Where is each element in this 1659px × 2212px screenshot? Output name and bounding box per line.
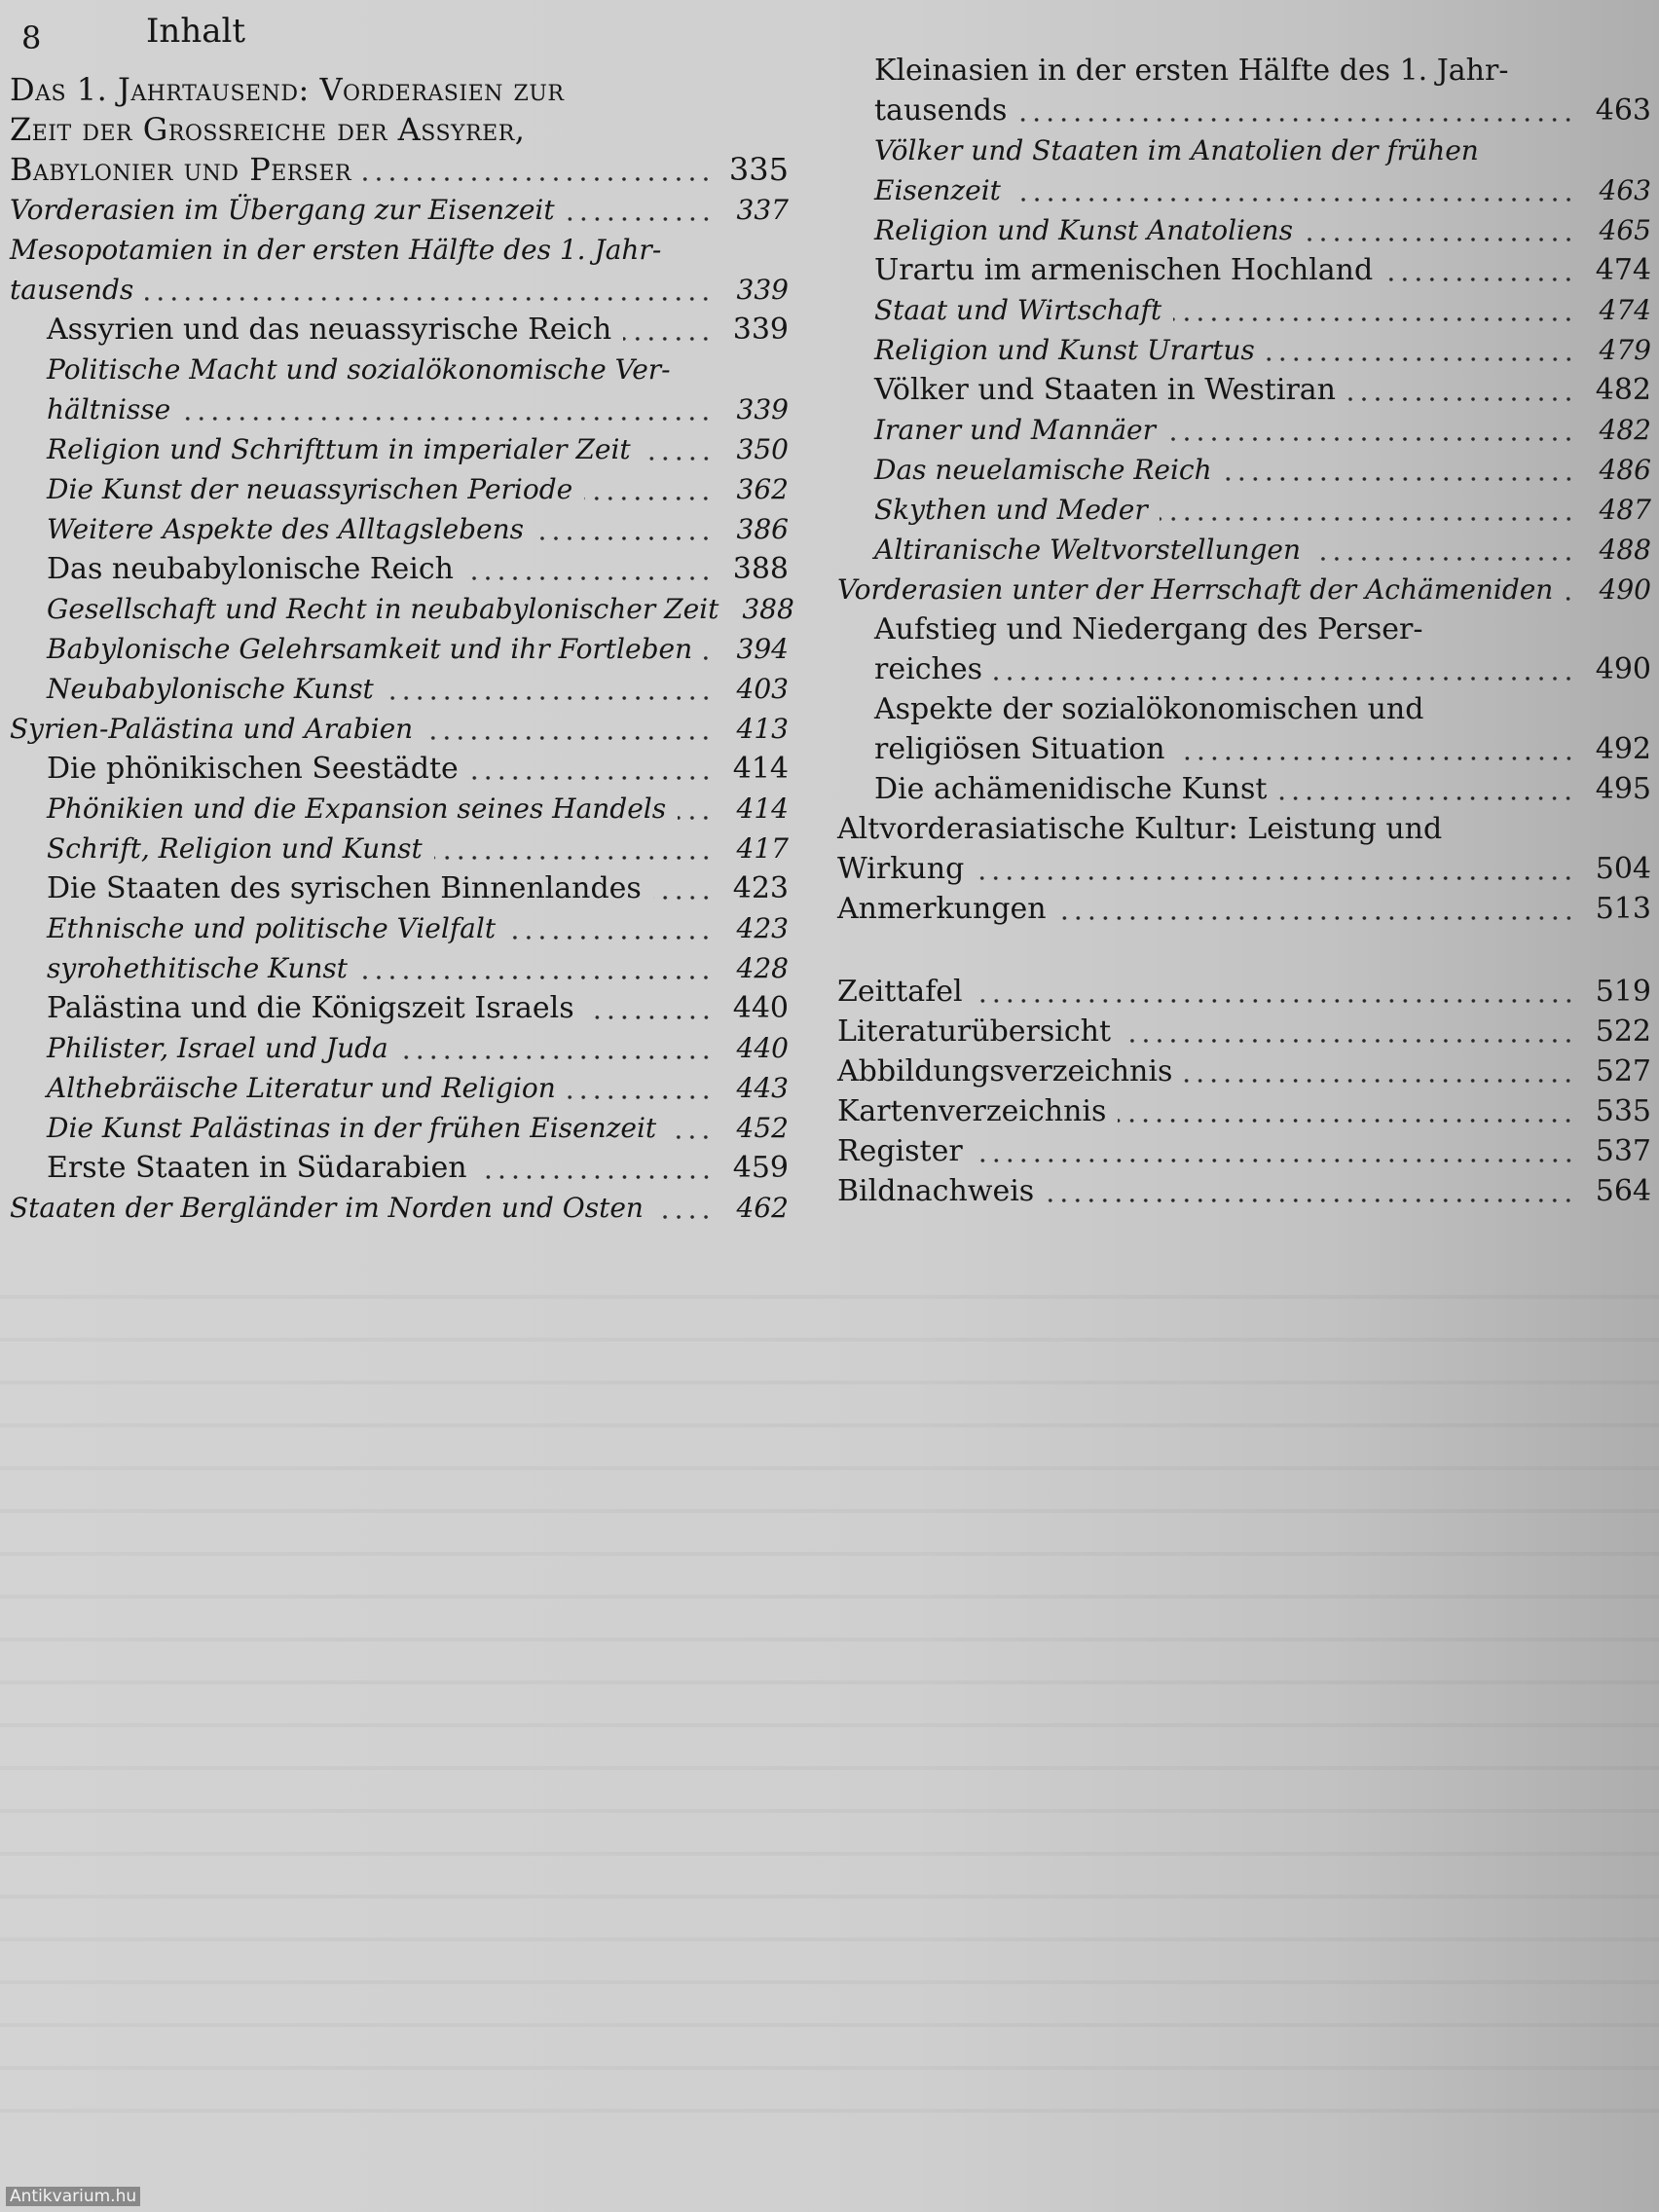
toc-entry-text: Zeittafel — [837, 975, 963, 1009]
toc-page-number: 386 — [736, 513, 789, 545]
toc-entry-text: Abbildungsverzeichnis — [837, 1054, 1173, 1088]
toc-entry-text: Philister, Israel und Juda — [47, 1032, 388, 1064]
toc-entry-text: Die Kunst Palästinas in der frühen Eisenzeit — [47, 1112, 657, 1144]
toc-page-number: 335 — [728, 151, 789, 188]
watermark: Antikvarium.hu — [6, 2187, 140, 2206]
toc-entry-text: Eisenzeit — [874, 174, 1001, 206]
toc-entry[interactable] — [837, 1131, 1651, 1171]
dot-leader — [1565, 597, 1575, 601]
toc-page-number: 463 — [1599, 174, 1651, 206]
dot-leader — [363, 177, 713, 181]
toc-entry-text: Palästina und die Königszeit Israels — [47, 991, 574, 1025]
toc-entry[interactable] — [874, 51, 1651, 130]
toc-entry[interactable] — [874, 410, 1651, 450]
dot-leader — [1013, 198, 1575, 202]
dot-leader — [584, 497, 713, 500]
toc-page-number: 414 — [732, 752, 789, 786]
toc-entry[interactable] — [837, 972, 1651, 1012]
toc-entry[interactable] — [47, 310, 789, 350]
toc-entry-text: Literaturübersicht — [837, 1014, 1112, 1049]
toc-page-number: 490 — [1595, 652, 1651, 686]
toc-page-number: 339 — [736, 393, 789, 425]
dot-leader — [668, 1135, 713, 1139]
dot-leader — [424, 736, 713, 740]
toc-entry-text: Das 1. Jahrtausend: Vorderasien zur — [10, 71, 565, 108]
dot-leader — [568, 1095, 713, 1099]
toc-page-number: 440 — [732, 991, 789, 1025]
toc-entry-text: Register — [837, 1134, 963, 1168]
toc-page-number: 527 — [1595, 1054, 1651, 1088]
toc-page-number: 414 — [736, 793, 789, 825]
toc-entry[interactable] — [47, 1028, 789, 1068]
toc-entry-text: religiösen Situation — [874, 732, 1165, 766]
toc-entry-text: Völker und Staaten im Anatolien der frühen — [874, 134, 1479, 166]
toc-entry[interactable] — [10, 709, 789, 749]
toc-entry-text: reiches — [874, 652, 982, 686]
toc-entry[interactable] — [47, 829, 789, 868]
toc-page-number: 537 — [1595, 1134, 1651, 1168]
toc-entry-text: Urartu im armenischen Hochland — [874, 253, 1374, 287]
toc-entry-text: Staat und Wirtschaft — [874, 294, 1162, 326]
toc-page-number: 513 — [1595, 892, 1651, 926]
bleed-through-texture — [0, 1256, 1659, 2132]
dot-leader — [434, 856, 713, 860]
toc-page-number: 482 — [1595, 373, 1651, 407]
dot-leader — [1184, 1079, 1575, 1083]
toc-page-number: 564 — [1595, 1174, 1651, 1208]
toc-entry-text: Aspekte der sozialökonomischen und — [874, 692, 1424, 726]
dot-leader — [535, 536, 713, 540]
dot-leader — [975, 999, 1575, 1003]
toc-entry-text: Ethnische und politische Vielfalt — [47, 912, 497, 944]
dot-leader — [623, 337, 713, 341]
toc-entry[interactable] — [874, 290, 1651, 330]
toc-entry[interactable] — [874, 689, 1651, 769]
toc-entry-text: Erste Staaten in Südarabien — [47, 1151, 467, 1185]
page-number: 8 — [21, 19, 42, 56]
dot-leader — [470, 776, 713, 780]
dot-leader — [1123, 1039, 1575, 1043]
dot-leader — [1267, 357, 1575, 361]
toc-entry[interactable] — [47, 868, 789, 908]
toc-page-number: 403 — [736, 673, 789, 705]
toc-entry-text: Vorderasien unter der Herrschaft der Achämeniden — [837, 573, 1554, 606]
toc-entry-text: Babylonische Gelehrsamkeit und ihr Fortleben — [47, 633, 693, 665]
toc-entry-text: Das neuelamische Reich — [874, 454, 1212, 486]
toc-page-number: 337 — [736, 194, 789, 226]
dot-leader — [182, 417, 713, 421]
toc-page-number: 423 — [736, 912, 789, 944]
toc-entry[interactable] — [837, 1091, 1651, 1131]
toc-entry-text: tausends — [874, 93, 1008, 128]
toc-page-number: 519 — [1595, 975, 1651, 1009]
toc-entry-text: Das neubabylonische Reich — [47, 552, 454, 586]
page-header — [0, 8, 779, 56]
dot-leader — [400, 1055, 713, 1059]
dot-leader — [586, 1015, 713, 1019]
dot-leader — [1278, 796, 1575, 800]
toc-entry[interactable] — [874, 609, 1651, 689]
dot-leader — [145, 297, 713, 301]
toc-page-number: 339 — [732, 313, 789, 347]
toc-page-number: 465 — [1599, 214, 1651, 246]
toc-entry[interactable] — [47, 509, 789, 549]
toc-entry-text: Althebräische Literatur und Religion — [47, 1072, 556, 1104]
toc-entry[interactable] — [47, 988, 789, 1028]
toc-entry[interactable] — [47, 908, 789, 948]
dot-leader — [386, 696, 713, 700]
toc-entry-text: Weitere Aspekte des Alltagslebens — [47, 513, 525, 545]
dot-leader — [1160, 517, 1575, 521]
toc-entry[interactable] — [10, 1188, 789, 1228]
toc-entry[interactable] — [837, 1012, 1651, 1051]
dot-leader — [1224, 477, 1575, 481]
toc-spacer — [837, 929, 1651, 972]
toc-entry[interactable] — [874, 330, 1651, 370]
toc-page-number: 495 — [1595, 772, 1651, 806]
toc-entry[interactable] — [47, 1108, 789, 1148]
dot-leader — [653, 896, 713, 900]
toc-entry[interactable] — [874, 490, 1651, 530]
toc-entry-text: Religion und Kunst Urartus — [874, 334, 1255, 366]
toc-page-number: 487 — [1599, 494, 1651, 526]
toc-page-number: 486 — [1599, 454, 1651, 486]
toc-entry-text: Staaten der Bergländer im Norden und Osten — [10, 1192, 644, 1224]
toc-entry-text: Syrien-Palästina und Arabien — [10, 713, 414, 745]
toc-entry[interactable] — [837, 809, 1651, 889]
toc-page-number: 350 — [736, 433, 789, 465]
toc-entry[interactable] — [874, 370, 1651, 410]
toc-page-number: 463 — [1595, 93, 1651, 128]
toc-page-number: 339 — [736, 274, 789, 306]
dot-leader — [1177, 756, 1575, 760]
toc-entry[interactable] — [47, 749, 789, 789]
toc-entry-text: Zeit der Grossreiche der Assyrer, — [10, 111, 526, 148]
dot-leader — [359, 976, 713, 979]
toc-entry-text: Skythen und Meder — [874, 494, 1148, 526]
toc-entry[interactable] — [874, 769, 1651, 809]
dot-leader — [465, 576, 713, 580]
dot-leader — [655, 1215, 713, 1219]
toc-entry-text: hältnisse — [47, 393, 171, 425]
toc-entry[interactable] — [47, 948, 789, 988]
toc-right-column — [837, 51, 1651, 1211]
dot-leader — [567, 217, 713, 221]
toc-entry[interactable] — [837, 1171, 1651, 1211]
dot-leader — [1312, 557, 1575, 561]
dot-leader — [643, 457, 713, 461]
toc-entry-text: Babylonier und Perser — [10, 151, 352, 188]
toc-entry-text: Mesopotamien in der ersten Hälfte des 1. Jahr- — [10, 234, 662, 266]
toc-entry[interactable] — [874, 130, 1651, 210]
toc-entry-text: Die Staaten des syrischen Binnenlandes — [47, 871, 642, 905]
toc-page-number: 413 — [736, 713, 789, 745]
dot-leader — [1305, 238, 1575, 241]
toc-page-number: 488 — [1599, 534, 1651, 566]
toc-entry[interactable] — [837, 1051, 1651, 1091]
toc-page-number: 462 — [736, 1192, 789, 1224]
toc-entry-text: Assyrien und das neuassyrische Reich — [47, 313, 612, 347]
toc-page-number: 394 — [736, 633, 789, 665]
toc-page-number: 490 — [1599, 573, 1651, 606]
toc-entry[interactable] — [10, 190, 789, 230]
dot-leader — [704, 656, 713, 660]
toc-page-number: 504 — [1595, 852, 1651, 886]
toc-entry[interactable] — [47, 429, 789, 469]
toc-page-number: 535 — [1595, 1094, 1651, 1128]
toc-page-number: 474 — [1595, 253, 1651, 287]
toc-entry-text: Religion und Schrifttum in imperialer Zeit — [47, 433, 631, 465]
toc-entry-text: Bildnachweis — [837, 1174, 1035, 1208]
toc-entry[interactable] — [874, 210, 1651, 250]
toc-entry-text: Völker und Staaten in Westiran — [874, 373, 1336, 407]
toc-entry[interactable] — [47, 469, 789, 509]
toc-entry-text: Anmerkungen — [837, 892, 1047, 926]
dot-leader — [678, 816, 713, 820]
toc-entry-text: syrohethitische Kunst — [47, 952, 349, 984]
toc-entry-text: Phönikien und die Expansion seines Handels — [47, 793, 667, 825]
toc-entry-text: Die Kunst der neuassyrischen Periode — [47, 473, 573, 505]
toc-entry[interactable] — [47, 669, 789, 709]
toc-page-number: 440 — [736, 1032, 789, 1064]
dot-leader — [507, 936, 713, 940]
toc-entry-text: Kleinasien in der ersten Hälfte des 1. Jahr- — [874, 54, 1509, 88]
toc-entry[interactable] — [47, 549, 789, 589]
toc-entry-text: Vorderasien im Übergang zur Eisenzeit — [10, 194, 555, 226]
page-title: Inhalt — [146, 12, 246, 51]
dot-leader — [975, 1159, 1575, 1162]
toc-entry-text: Die achämenidische Kunst — [874, 772, 1268, 806]
toc-entry[interactable] — [874, 450, 1651, 490]
toc-entry-text: Aufstieg und Niedergang des Perser- — [874, 612, 1423, 646]
toc-entry[interactable] — [47, 629, 789, 669]
toc-entry-text: Neubabylonische Kunst — [47, 673, 374, 705]
toc-entry[interactable] — [47, 350, 789, 429]
toc-entry[interactable] — [874, 530, 1651, 570]
toc-entry[interactable] — [10, 230, 789, 310]
toc-page-number: 452 — [736, 1112, 789, 1144]
toc-entry-text: Altvorderasiatische Kultur: Leistung und — [837, 812, 1443, 846]
toc-entry-text: Iraner und Mannäer — [874, 414, 1156, 446]
toc-page-number: 474 — [1599, 294, 1651, 326]
dot-leader — [1173, 317, 1575, 321]
dot-leader — [994, 677, 1575, 681]
dot-leader — [1058, 916, 1575, 920]
dot-leader — [1347, 397, 1575, 401]
toc-entry-text: Politische Macht und sozialökonomische Ver- — [47, 353, 671, 386]
toc-page-number: 362 — [736, 473, 789, 505]
toc-left-column — [10, 70, 794, 1228]
toc-entry-text: Die phönikischen Seestädte — [47, 752, 459, 786]
toc-page-number: 388 — [742, 593, 794, 625]
toc-entry[interactable] — [10, 70, 789, 190]
toc-entry[interactable] — [47, 1148, 789, 1188]
toc-entry-text: Altiranische Weltvorstellungen — [874, 534, 1302, 566]
toc-entry-text: Schrift, Religion und Kunst — [47, 832, 423, 865]
dot-leader — [1384, 277, 1575, 281]
toc-entry[interactable] — [837, 570, 1651, 609]
dot-leader — [1118, 1119, 1575, 1123]
toc-page-number: 388 — [732, 552, 789, 586]
toc-page-number: 459 — [732, 1151, 789, 1185]
toc-entry-text: Religion und Kunst Anatoliens — [874, 214, 1293, 246]
toc-entry-text: Kartenverzeichnis — [837, 1094, 1107, 1128]
toc-entry[interactable] — [874, 250, 1651, 290]
toc-entry[interactable] — [47, 789, 789, 829]
toc-page-number: 492 — [1595, 732, 1651, 766]
toc-page-number: 443 — [736, 1072, 789, 1104]
toc-entry[interactable] — [837, 889, 1651, 929]
toc-page-number: 479 — [1599, 334, 1651, 366]
toc-entry[interactable] — [47, 589, 794, 629]
toc-entry-text: tausends — [10, 274, 134, 306]
dot-leader — [1018, 118, 1575, 122]
toc-page-number: 423 — [732, 871, 789, 905]
toc-entry[interactable] — [47, 1068, 789, 1108]
toc-entry-text: Wirkung — [837, 852, 965, 886]
toc-page-number: 482 — [1599, 414, 1651, 446]
toc-page-number: 428 — [736, 952, 789, 984]
dot-leader — [1046, 1198, 1575, 1202]
dot-leader — [1167, 437, 1575, 441]
toc-page-number: 417 — [736, 832, 789, 865]
toc-entry-text: Gesellschaft und Recht in neubabylonischer Zeit — [47, 593, 719, 625]
dot-leader — [976, 876, 1575, 880]
toc-page-number: 522 — [1595, 1014, 1651, 1049]
dot-leader — [479, 1175, 713, 1179]
